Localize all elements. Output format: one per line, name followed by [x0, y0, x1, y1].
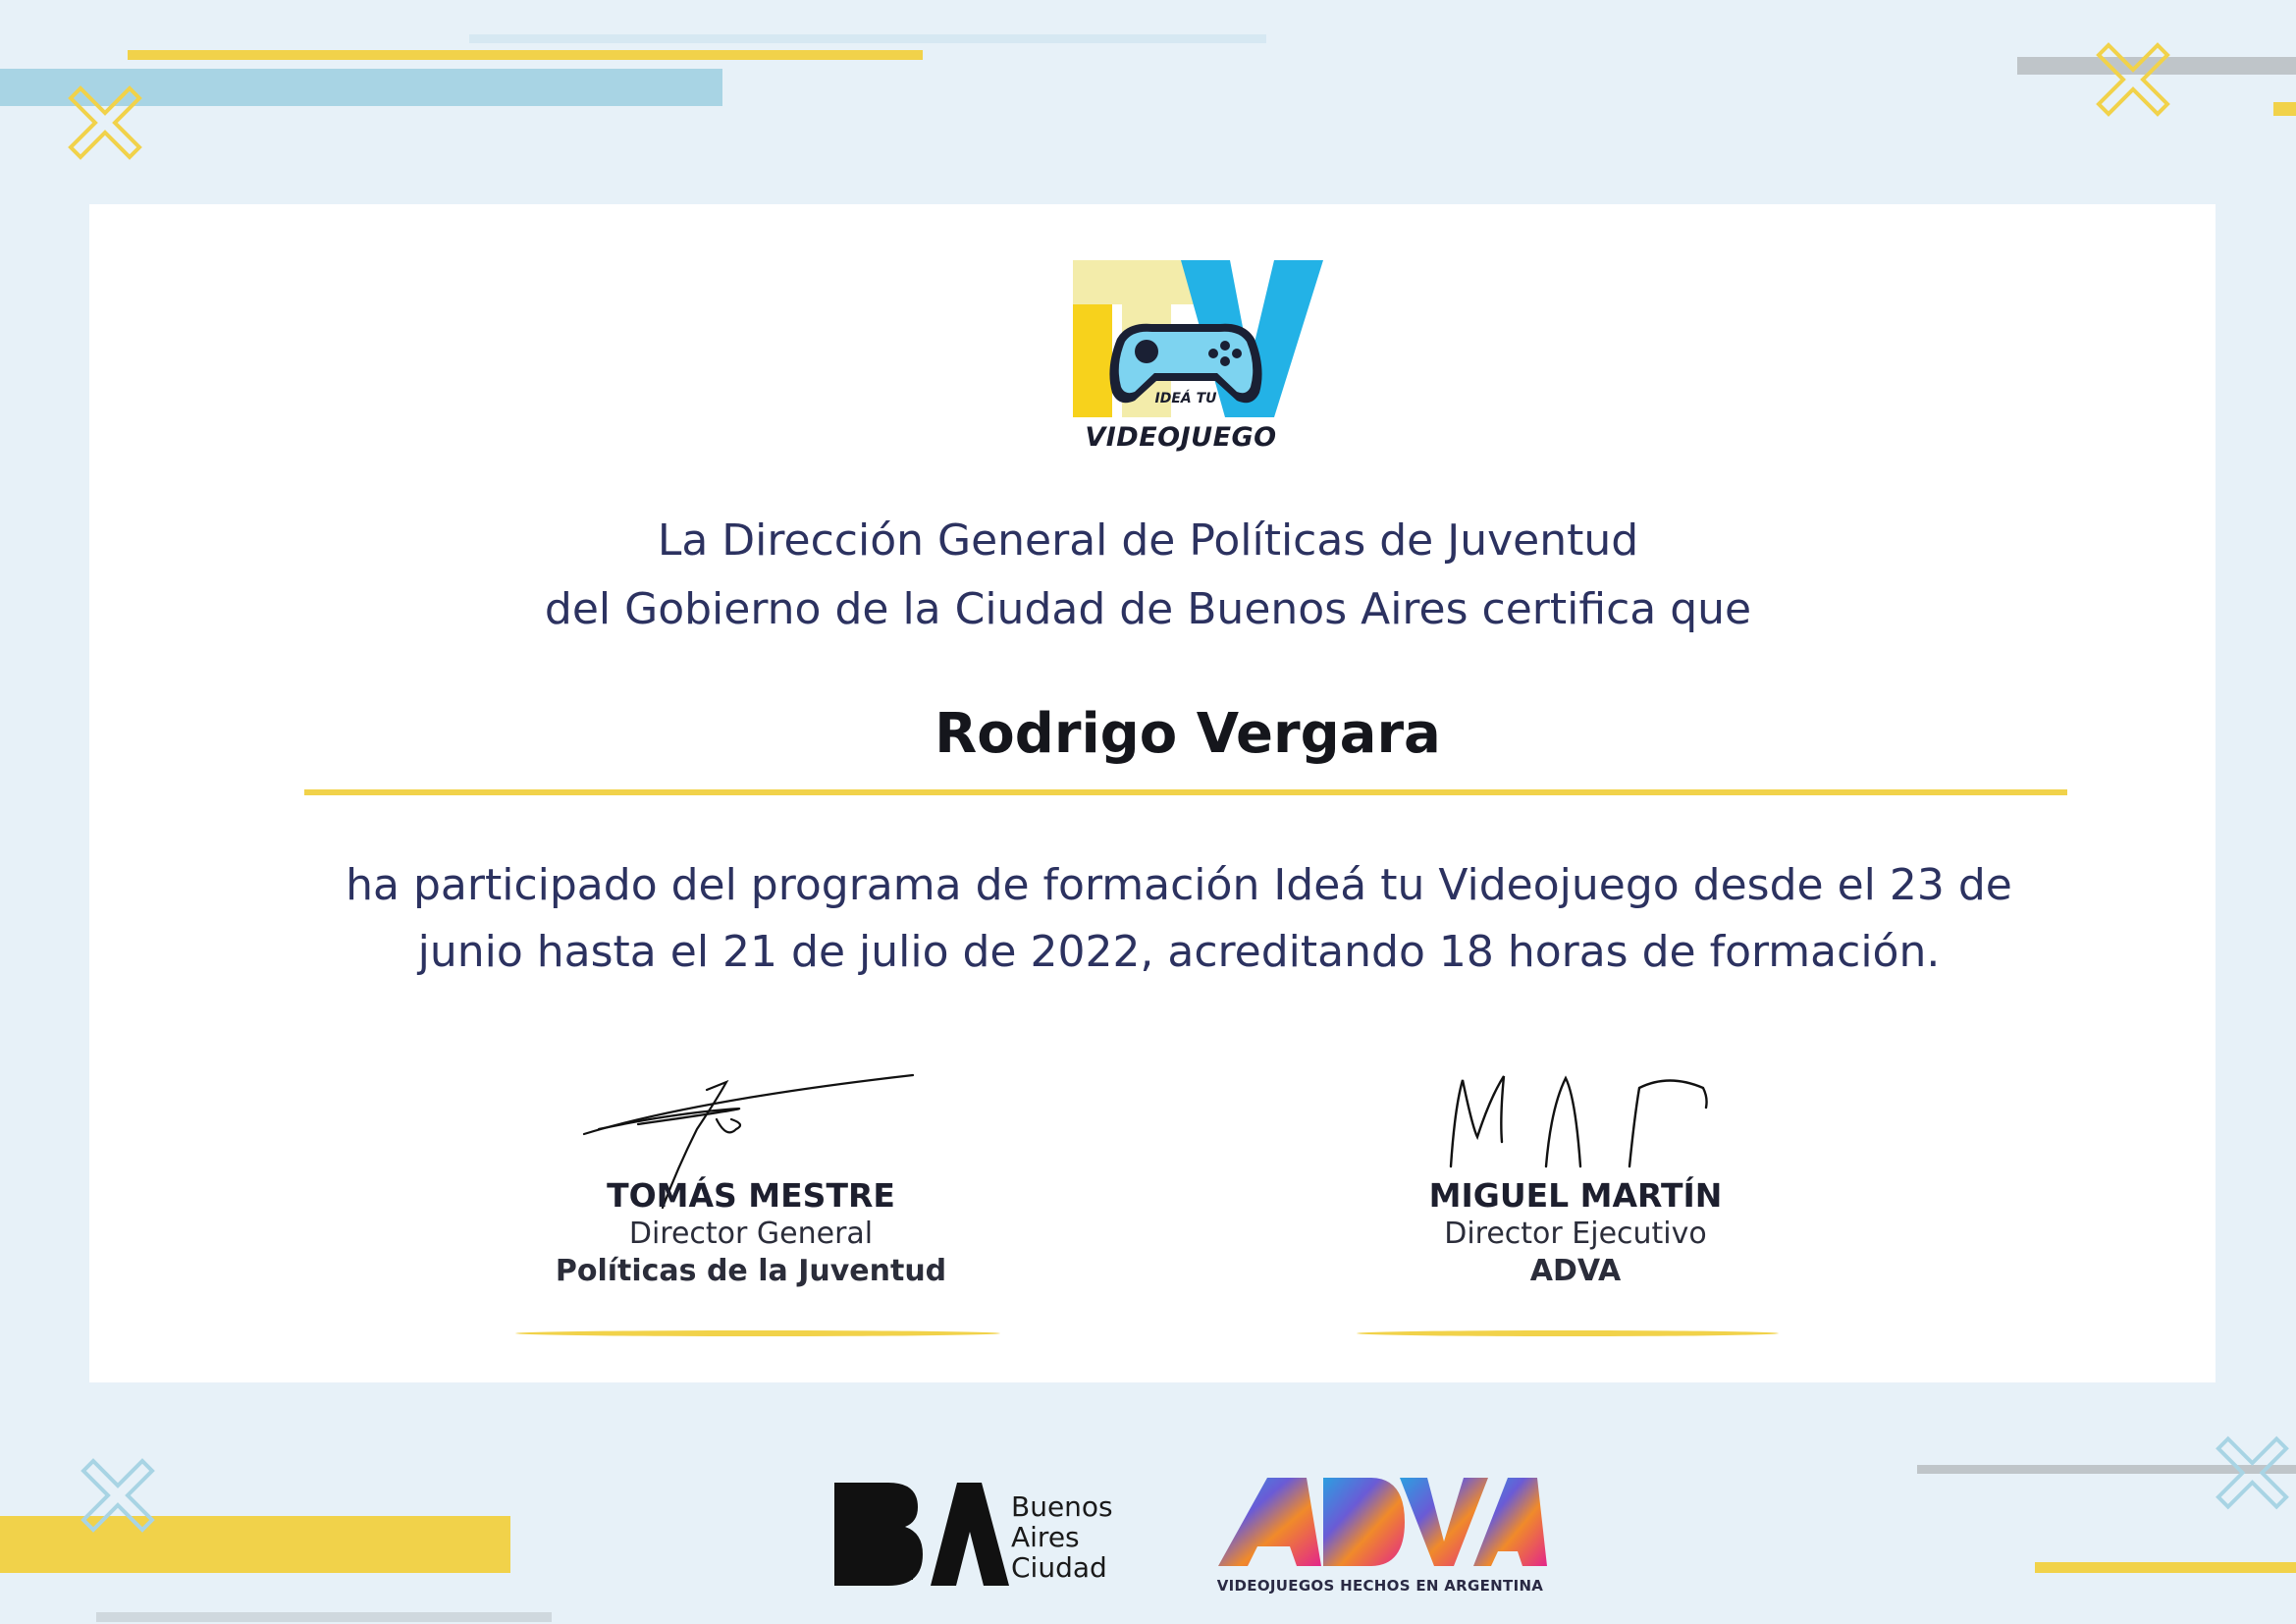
signatory-2-org: ADVA: [1529, 1254, 1622, 1288]
signatory-1-role: Director General: [628, 1217, 874, 1251]
certificate-body: [265, 852, 2093, 986]
ba-line-1: Buenos: [1011, 1490, 1113, 1523]
x-mark-icon: [2209, 1429, 2296, 1517]
recipient-name: Rodrigo Vergara: [934, 702, 1441, 766]
adva-tagline: VIDEOJUEGOS HECHOS EN ARGENTINA: [1216, 1577, 1544, 1595]
signatory-1-underline: [515, 1330, 1000, 1336]
decor-stripe-faint-bottom-left: [96, 1612, 552, 1622]
signatory-2-role: Director Ejecutivo: [1444, 1217, 1707, 1251]
body-line-2: junio hasta el 21 de julio de 2022, acreditando 18 horas de formación.: [417, 927, 1941, 977]
decor-stripe-yellow-top: [128, 50, 923, 60]
x-mark-icon: [2089, 35, 2177, 124]
x-mark-icon: [74, 1451, 162, 1540]
signatory-2-name: MIGUEL MARTÍN: [1428, 1176, 1723, 1215]
buenos-aires-ciudad-logo: [834, 1478, 1168, 1596]
intro-line-1: La Dirección General de Políticas de Juventud: [657, 515, 1639, 566]
ba-logo-mark: [834, 1478, 1011, 1596]
signatory-1-org: Políticas de la Juventud: [555, 1254, 947, 1288]
ba-logo-text: [1011, 1491, 1113, 1583]
certificate-intro: [196, 507, 2100, 644]
signatory-2-underline: [1357, 1330, 1779, 1336]
signatory-2: [1355, 1176, 1796, 1290]
recipient-underline: [304, 789, 2067, 795]
signature-miguel-martin: [1443, 1068, 1728, 1176]
idea-tu-videojuego-logo: [1068, 255, 1333, 452]
adva-logo-mark: [1213, 1473, 1547, 1571]
logo-wordmark: VIDEOJUEGO: [1085, 422, 1277, 453]
decor-stripe-faint-top: [469, 34, 1266, 43]
logo-small-text: IDEÁ TU: [1154, 391, 1217, 406]
ba-line-3: Ciudad: [1011, 1551, 1107, 1584]
x-mark-icon: [61, 79, 149, 167]
ba-line-2: Aires: [1011, 1521, 1080, 1553]
intro-line-2: del Gobierno de la Ciudad de Buenos Aires certifica que: [544, 584, 1752, 634]
decor-stripe-yellow-bottom-right: [2035, 1562, 2296, 1573]
signatory-1: [530, 1176, 972, 1290]
decor-stripe-yellow-right: [2273, 102, 2296, 116]
signatory-1-name: TOMÁS MESTRE: [607, 1176, 895, 1215]
body-line-1: ha participado del programa de formación Ideá tu Videojuego desde el 23 de: [346, 860, 2012, 910]
adva-logo: [1213, 1473, 1547, 1600]
